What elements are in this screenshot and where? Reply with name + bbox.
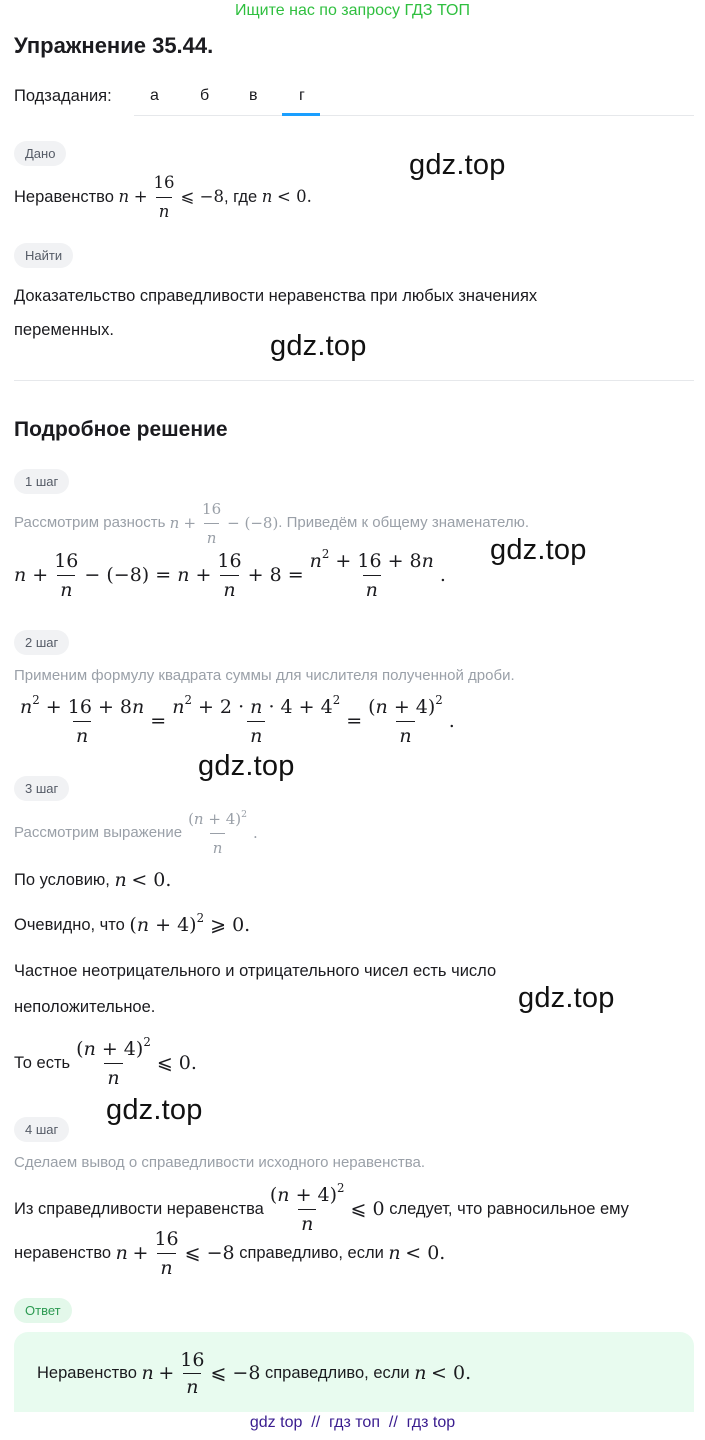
tab-v[interactable]: в bbox=[249, 87, 258, 104]
tab-b[interactable]: б bbox=[200, 87, 210, 104]
tab-g[interactable]: г bbox=[299, 87, 305, 104]
find-chip: Найти bbox=[14, 243, 73, 268]
find-line-1: Доказательство справедливости неравенства при любых значениях bbox=[14, 287, 538, 305]
given-prefix: Неравенство bbox=[14, 188, 114, 206]
step-3-conclusion: То есть $\frac{(n + 4)^2}{n}$ ⩽ 0. bbox=[14, 1034, 197, 1089]
step-4-line-1: Из справедливости неравенства $\frac{(n + 4)^2}{n}$ ⩽ 0 следует, что равносильное ему bbox=[14, 1180, 629, 1235]
page-title: Упражнение 35.44. bbox=[14, 33, 214, 58]
step-1-desc-suffix: . Приведём к общему знаменателю. bbox=[278, 514, 530, 531]
answer-box bbox=[14, 1332, 694, 1412]
step-3-chip: 3 шаг bbox=[14, 776, 69, 801]
solution-title: Подробное решение bbox=[14, 418, 228, 441]
subtasks-label: Подзадания: bbox=[14, 87, 112, 105]
watermark: gdz.top bbox=[409, 149, 506, 181]
answer-text: Неравенство n + $\frac{16}{n}$ ⩽ −8 справедливо, если n < 0. bbox=[37, 1348, 472, 1398]
step-3-desc-prefix: Рассмотрим выражение bbox=[14, 824, 183, 841]
find-line-2: переменных. bbox=[14, 321, 114, 339]
watermark: gdz.top bbox=[198, 750, 295, 782]
subtask-tabs bbox=[134, 80, 694, 116]
step-4-description: Сделаем вывод о справедливости исходного неравенства. bbox=[14, 1154, 426, 1171]
step-1-description: Рассмотрим разность n + $\frac{16}{n}$ − (−8) . Приведём к общему знаменателю. bbox=[14, 500, 529, 546]
answer-prefix: Неравенство bbox=[37, 1363, 137, 1382]
answer-chip: Ответ bbox=[14, 1298, 72, 1323]
step-2-chip: 2 шаг bbox=[14, 630, 69, 655]
watermark: gdz.top bbox=[106, 1094, 203, 1126]
step-4-l2-suffix: справедливо, если bbox=[239, 1244, 384, 1262]
step-4-chip: 4 шаг bbox=[14, 1117, 69, 1142]
step-4-line-2: неравенство n + $\frac{16}{n}$ ⩽ −8 справедливо, если n < 0. bbox=[14, 1227, 446, 1279]
tab-a[interactable]: а bbox=[150, 87, 159, 104]
step-3-description: Рассмотрим выражение $\frac{(n + 4)^2}{n}$ . bbox=[14, 808, 258, 858]
given-middle: , где bbox=[223, 188, 258, 206]
step-3-then-prefix: То есть bbox=[14, 1054, 71, 1072]
watermark: gdz.top bbox=[518, 982, 615, 1014]
step-2-description: Применим формулу квадрата суммы для числителя полученной дроби. bbox=[14, 667, 515, 684]
search-banner: Ищите нас по запросу ГДЗ ТОП bbox=[235, 2, 470, 19]
step-4-l1-prefix: Из справедливости неравенства bbox=[14, 1200, 264, 1218]
step-3-condition: По условию, n < 0. bbox=[14, 869, 172, 891]
step-1-formula: n + $\frac{16}{n}$ − (−8) = n + $\frac{16}{n}$ + 8 = $\frac{n^2 + 16 + 8n}{n}$ . bbox=[14, 546, 446, 601]
watermark: gdz.top bbox=[270, 330, 367, 362]
step-4-l2-prefix: неравенство bbox=[14, 1244, 112, 1262]
step-3-cond-prefix: По условию, bbox=[14, 871, 110, 889]
step-3-obvious-prefix: Очевидно, что bbox=[14, 916, 125, 934]
step-3-obvious: Очевидно, что $(n + 4)^2$ ⩾ 0. bbox=[14, 911, 251, 936]
step-4-l1-suffix: следует, что равносильное ему bbox=[389, 1200, 629, 1218]
step-2-formula: $\frac{n^2 + 16 + 8n}{n}$ = $\frac{n^2 + 2 \cdot n \cdot 4 + 4^2}{n}$ = $\frac{(n + 4)^2}{n}$ . bbox=[20, 692, 455, 747]
step-1-desc-prefix: Рассмотрим разность bbox=[14, 514, 166, 531]
footer-links: gdz top // гдз топ // гдз top bbox=[249, 1414, 456, 1431]
watermark: gdz.top bbox=[490, 534, 587, 566]
given-chip: Дано bbox=[14, 141, 66, 166]
answer-suffix: справедливо, если bbox=[265, 1363, 410, 1382]
step-3-text-2: неположительное. bbox=[14, 998, 156, 1016]
step-1-chip: 1 шаг bbox=[14, 469, 69, 494]
step-3-text-1: Частное неотрицательного и отрицательного чисел есть число bbox=[14, 962, 497, 980]
active-tab-indicator bbox=[282, 113, 320, 116]
given-statement: Неравенство n + $\frac{16}{n}$ ⩽ −8 , где n < 0. bbox=[14, 170, 312, 224]
divider bbox=[14, 380, 694, 381]
